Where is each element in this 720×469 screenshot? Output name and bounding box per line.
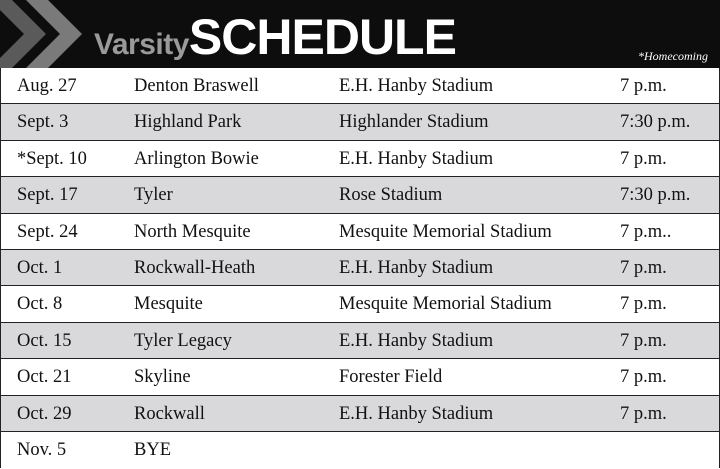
game-date: Sept. 17	[17, 185, 78, 206]
game-opponent: Rockwall-Heath	[134, 257, 256, 278]
game-time: 7 p.m.	[620, 403, 667, 424]
game-opponent: Denton Braswell	[134, 76, 259, 96]
table-row	[0, 68, 720, 104]
table-row	[0, 396, 720, 432]
game-date: Oct. 1	[17, 257, 63, 278]
table-row	[0, 359, 720, 395]
game-opponent: Rockwall	[134, 403, 205, 424]
game-time: 7:30 p.m.	[620, 185, 691, 206]
game-time: 7:30 p.m.	[620, 112, 691, 133]
table-row	[0, 104, 720, 140]
game-date: Aug. 27	[17, 76, 77, 96]
game-time: 7 p.m.	[620, 257, 667, 278]
chevron-decoration-icon	[0, 0, 100, 68]
table-row	[0, 323, 720, 359]
schedule-table	[0, 68, 720, 468]
game-time: 7 p.m.	[620, 294, 667, 315]
game-site: E.H. Hanby Stadium	[339, 257, 494, 278]
game-site: Mesquite Memorial Stadium	[339, 221, 552, 242]
title-schedule: SCHEDULE	[188, 9, 456, 65]
game-time: 7 p.m.	[620, 148, 667, 169]
game-date: Nov. 5	[17, 439, 67, 460]
game-site: E.H. Hanby Stadium	[339, 330, 494, 351]
schedule-header	[0, 0, 720, 68]
table-row	[0, 177, 720, 213]
game-date: Oct. 15	[17, 330, 72, 351]
game-time: 7 p.m.	[620, 367, 667, 388]
game-site: Rose Stadium	[339, 185, 443, 206]
game-opponent: Highland Park	[134, 112, 242, 133]
game-opponent: BYE	[134, 439, 171, 460]
game-site: E.H. Hanby Stadium	[339, 76, 494, 96]
game-time: 7 p.m.	[620, 76, 667, 96]
game-date: Oct. 29	[17, 403, 72, 424]
game-time: 7 p.m.	[620, 330, 667, 351]
game-site: E.H. Hanby Stadium	[339, 148, 494, 169]
table-row	[0, 250, 720, 286]
game-date: Sept. 24	[17, 221, 78, 242]
game-opponent: Tyler Legacy	[134, 330, 232, 351]
game-opponent: Mesquite	[134, 294, 203, 315]
game-site: Forester Field	[339, 367, 443, 388]
game-opponent: Arlington Bowie	[134, 148, 259, 169]
table-row	[0, 432, 720, 468]
homecoming-note: *Homecoming	[638, 49, 708, 63]
game-site: Highlander Stadium	[339, 112, 489, 133]
game-time: 7 p.m..	[620, 221, 672, 242]
game-site: E.H. Hanby Stadium	[339, 403, 494, 424]
game-date: *Sept. 10	[17, 148, 87, 169]
table-row	[0, 214, 720, 250]
game-date: Oct. 21	[17, 367, 72, 388]
game-date: Sept. 3	[17, 112, 69, 133]
game-date: Oct. 8	[17, 294, 63, 315]
title-varsity: Varsity	[94, 28, 189, 61]
game-opponent: North Mesquite	[134, 221, 251, 242]
table-row	[0, 286, 720, 322]
page-title	[94, 8, 456, 66]
table-row	[0, 141, 720, 177]
game-opponent: Skyline	[134, 367, 191, 388]
game-site: Mesquite Memorial Stadium	[339, 294, 552, 315]
game-opponent: Tyler	[134, 185, 173, 206]
